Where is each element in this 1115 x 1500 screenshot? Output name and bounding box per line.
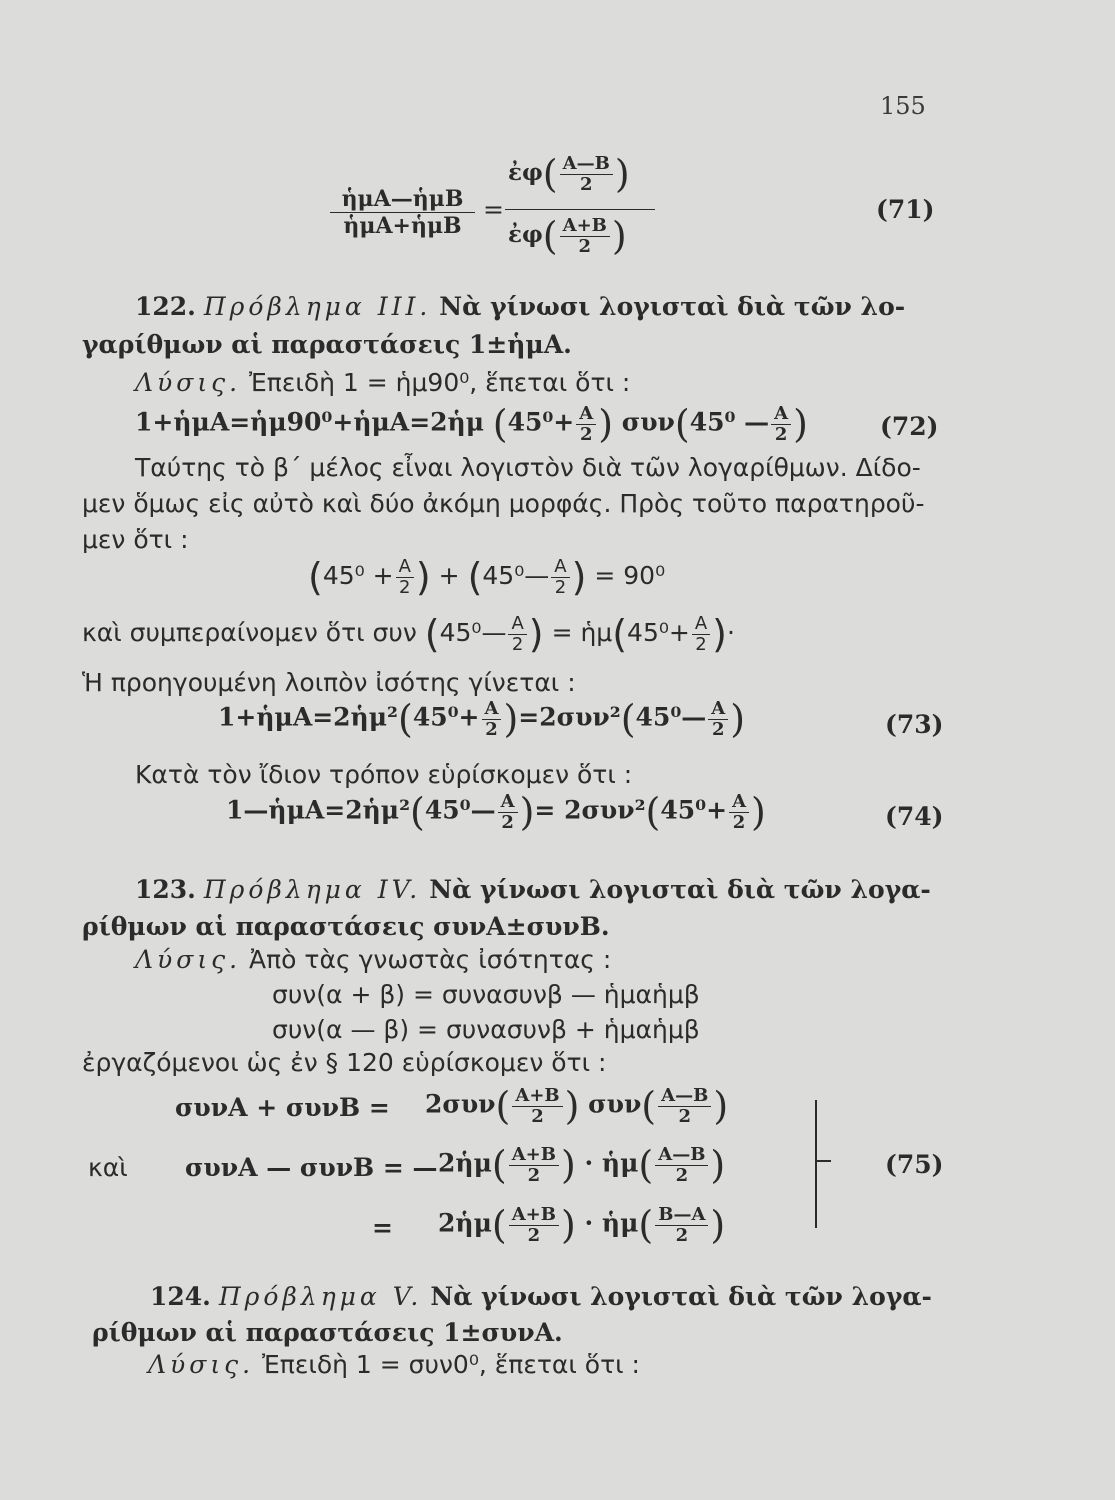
frac-num: Α—Β	[655, 1145, 708, 1166]
para1-line1: Ταύτης τὸ β΄ μέλος εἶναι λογιστὸν διὰ τῶν λογαρίθμων. Δίδο-	[135, 453, 921, 482]
frac-den: 2	[511, 633, 524, 655]
problem-122-solution	[135, 368, 630, 397]
frac-den: 2	[501, 811, 514, 833]
eq71-label: (71)	[876, 195, 935, 224]
eq-sum-plus: +	[438, 561, 460, 590]
eq72-arg1: 45⁰+	[507, 407, 575, 437]
problem-124-text1: Νὰ γίνωσι λογισταὶ διὰ τῶν λογα-	[430, 1282, 932, 1311]
eq-conclude-mid: = ἡμ	[551, 618, 613, 647]
eq74-a2: 45⁰+	[660, 795, 728, 825]
eq73-lhs: 1+ἡμΑ=2ἡμ²	[218, 702, 398, 732]
eq73-label: (73)	[885, 710, 944, 739]
eq71-den-arg: Α+Β	[560, 216, 610, 237]
eq75-row2-lhs: συνΑ — συνΒ = —	[185, 1153, 438, 1182]
eq71-rhs-rule	[505, 209, 655, 210]
eq71-num-arg: Α—Β	[560, 154, 613, 175]
eq-conclude-a1: 45⁰—	[439, 618, 507, 647]
eq-sum: (45⁰ + $\frac{A}{2}$ ) + (45⁰— $\frac{A}{2}$ ) = 90⁰	[308, 555, 666, 599]
eq71-rhs-num: ἐφ( $\frac{A—B}{2}$ )	[508, 152, 630, 196]
eq-sum-rhs: = 90⁰	[594, 561, 666, 590]
frac-num: Α	[729, 792, 749, 813]
frac-den: 2	[732, 811, 746, 833]
eq72: 1+ἡμΑ=ἡμ90⁰+ἡμΑ=2ἡμ (45⁰+ $\frac{A}{2}$ ) συν(45⁰ — $\frac{A}{2}$ )	[135, 402, 808, 446]
eq-sum-a2: 45⁰—	[482, 561, 550, 590]
frac-den: 2	[712, 718, 725, 740]
eq-conclude: καὶ συμπεραίνομεν ὅτι συν (45⁰— $\frac{A}{2}$ ) = ἡμ(45⁰+ $\frac{A}{2}$ )·	[82, 612, 735, 656]
problem-123-work: ἐργαζόμενοι ὡς ἐν § 120 εὑρίσκομεν ὅτι :	[82, 1048, 607, 1077]
solution-text: Ἀπὸ τὰς γνωστὰς ἰσότητας :	[249, 945, 612, 974]
problem-123-text2: ρίθμων αἱ παραστάσεις συνΑ±συνΒ.	[82, 912, 610, 941]
identity-2: συν(α — β) = συνασυνβ + ἡμαἡμβ	[272, 1015, 700, 1044]
eq-conclude-end: ·	[726, 618, 735, 647]
problem-123-title: Πρόβλημα IV.	[203, 875, 422, 904]
frac-num: Α	[498, 792, 518, 813]
eq75-brace	[815, 1100, 847, 1228]
eq74-mid: = 2συν²	[534, 795, 646, 825]
frac-num: Α+Β	[512, 1086, 562, 1107]
eq74-a1: 45⁰—	[424, 795, 496, 825]
frac-den: 2	[531, 1105, 544, 1127]
eq75-label: (75)	[885, 1150, 944, 1179]
solution-label: Λύσις.	[135, 368, 242, 397]
frac-num: Α	[771, 404, 791, 425]
eq75-row1-lhs: συνΑ + συνΒ =	[175, 1093, 390, 1122]
frac-num: Α	[708, 699, 728, 720]
eq75-r3-fn1: 2ἡμ	[438, 1208, 492, 1238]
frac-den: 2	[485, 718, 498, 740]
frac-num: Α	[692, 614, 710, 635]
problem-123-heading	[135, 875, 931, 904]
para1-line2: μεν ὅμως εἰς αὐτὸ καὶ δύο ἀκόμη μορφάς. Πρὸς τοῦτο παρατηροῦ-	[82, 489, 925, 518]
frac-num: Α	[396, 557, 414, 578]
eq75-row3-lhs: =	[372, 1213, 393, 1242]
eq72-label: (72)	[880, 412, 939, 441]
eq72-lhs: 1+ἡμΑ=ἡμ90⁰+ἡμΑ=2ἡμ	[135, 407, 485, 437]
eq-conclude-a2: 45⁰+	[627, 618, 690, 647]
frac-num: Α	[508, 614, 526, 635]
problem-123-text1: Νὰ γίνωσι λογισταὶ διὰ τῶν λογα-	[429, 875, 931, 904]
eq74: 1—ἡμΑ=2ἡμ²(45⁰— $\frac{A}{2}$ )= 2συν²(45⁰+ $\frac{A}{2}$ )	[226, 790, 766, 834]
frac-den: 2	[678, 1105, 691, 1127]
eq71-den-two: 2	[578, 235, 592, 257]
solution-label: Λύσις.	[148, 1350, 255, 1379]
frac-num: Α	[551, 557, 569, 578]
eq72-mid: συν	[621, 407, 675, 437]
frac-num: Β—Α	[655, 1205, 708, 1226]
problem-124-text2: ρίθμων αἱ παραστάσεις 1±συνΑ.	[92, 1318, 563, 1347]
eq72-arg2: 45⁰ —	[689, 407, 770, 437]
frac-den: 2	[527, 1164, 541, 1186]
eq71-equals: =	[483, 195, 504, 224]
problem-122-heading	[135, 292, 905, 321]
problem-124-solution	[148, 1350, 640, 1379]
eq75-row2-rhs: 2ἡμ( $\frac{A+B}{2}$ ) · ἡμ( $\frac{A—B}{2}$ )	[438, 1143, 726, 1187]
page-number: 155	[880, 92, 926, 120]
frac-den: 2	[695, 633, 707, 655]
eq75-row3-rhs: 2ἡμ( $\frac{A+B}{2}$ ) · ἡμ( $\frac{B—A}{2}$ )	[438, 1203, 726, 1247]
eq75-r1-fn2: συν	[588, 1089, 642, 1119]
frac-den: 2	[579, 423, 593, 445]
frac-num: Α+Β	[509, 1205, 559, 1226]
eq75-kai: καὶ	[88, 1153, 128, 1182]
problem-124-title: Πρόβλημα V.	[218, 1282, 423, 1311]
eq73-mid: =2συν²	[518, 702, 621, 732]
problem-122-title: Πρόβλημα III.	[203, 292, 432, 321]
problem-124-heading	[150, 1282, 932, 1311]
eq71-num-fn: ἐφ	[508, 159, 543, 186]
eq74-label: (74)	[885, 802, 944, 831]
identity-1: συν(α + β) = συνασυνβ — ἡμαἡμβ	[272, 980, 700, 1009]
eq-sum-a1: 45⁰ +	[322, 561, 394, 590]
eq75-r2-fn2: · ἡμ	[584, 1148, 639, 1178]
eq75-r3-fn2: · ἡμ	[584, 1208, 639, 1238]
eq71-den-fn: ἐφ	[508, 221, 543, 248]
eq71-lhs-num: ἡμΑ—ἡμΒ	[341, 186, 464, 212]
frac-den: 2	[554, 576, 567, 598]
frac-den: 2	[527, 1224, 541, 1246]
solution-text: Ἐπειδὴ 1 = συν0⁰, ἕπεται ὅτι :	[262, 1350, 640, 1379]
frac-num: Α	[576, 404, 596, 425]
eq74-lhs: 1—ἡμΑ=2ἡμ²	[226, 795, 411, 825]
frac-den: 2	[774, 423, 788, 445]
eq71-num-two: 2	[579, 173, 593, 195]
para3: Κατὰ τὸν ἴδιον τρόπον εὑρίσκομεν ὅτι :	[135, 760, 633, 789]
frac-den: 2	[399, 576, 411, 598]
eq73-a2: 45⁰—	[635, 702, 707, 732]
eq71-lhs-den: ἡμΑ+ἡμΒ	[343, 213, 462, 239]
frac-num: Α—Β	[658, 1086, 711, 1107]
frac-den: 2	[675, 1164, 689, 1186]
eq-conclude-text: καὶ συμπεραίνομεν ὅτι συν	[82, 618, 417, 647]
problem-122-text1: Νὰ γίνωσι λογισταὶ διὰ τῶν λο-	[439, 292, 906, 321]
problem-123-number: 123.	[135, 875, 196, 904]
frac-num: Α	[482, 699, 502, 720]
eq75-row1-rhs: 2συν( $\frac{A+B}{2}$ ) συν( $\frac{A—B}{2}$ )	[425, 1084, 729, 1128]
problem-124-number: 124.	[150, 1282, 211, 1311]
problem-123-solution	[135, 945, 611, 974]
eq71-lhs-fraction	[330, 186, 475, 239]
eq73: 1+ἡμΑ=2ἡμ²(45⁰+ $\frac{A}{2}$ )=2συν²(45⁰— $\frac{A}{2}$ )	[218, 697, 746, 741]
frac-num: Α+Β	[509, 1145, 559, 1166]
para2: Ἡ προηγουμένη λοιπὸν ἰσότης γίνεται :	[82, 668, 576, 697]
eq75-r1-fn1: 2συν	[425, 1089, 496, 1119]
frac-den: 2	[675, 1224, 689, 1246]
para1-line3: μεν ὅτι :	[82, 525, 189, 554]
eq73-a1: 45⁰+	[412, 702, 480, 732]
eq71-rhs-den: ἐφ( $\frac{A+B}{2}$ )	[508, 214, 627, 258]
solution-text: Ἐπειδὴ 1 = ἡμ90⁰, ἕπεται ὅτι :	[249, 368, 631, 397]
eq75-r2-fn1: 2ἡμ	[438, 1148, 492, 1178]
solution-label: Λύσις.	[135, 945, 242, 974]
problem-122-number: 122.	[135, 292, 196, 321]
problem-122-text2: γαρίθμων αἱ παραστάσεις 1±ἡμΑ.	[82, 330, 572, 359]
